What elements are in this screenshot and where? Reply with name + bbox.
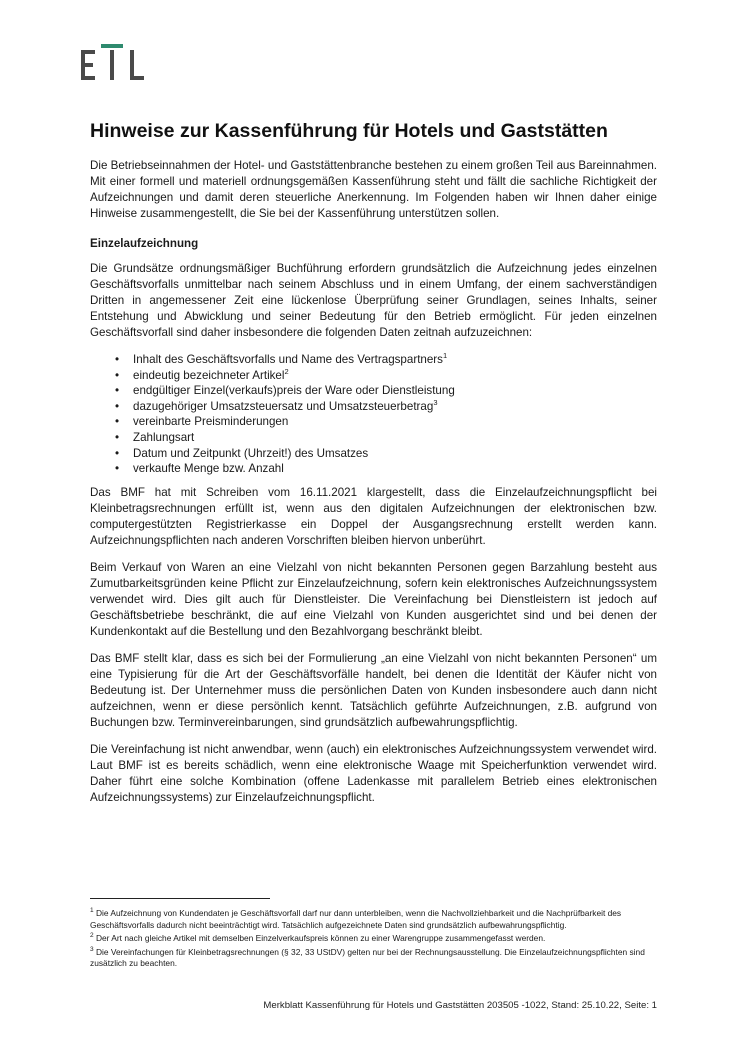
footnote <box>90 933 657 945</box>
bullet-text: Zahlungsart <box>133 430 195 444</box>
footnote-list <box>90 908 657 970</box>
paragraph-vereinfachung: Die Vereinfachung ist nicht anwendbar, wenn (auch) ein elektronisches Aufzeichnungssystem verwendet wird. Laut BMF ist es bereits schädlich, wenn eine elektronische Waage mit Speicherfunktion verwendet wird. Daher führt eine solche Kombination (offene Ladenkasse mit parallelem Betrieb eines elektronischen Aufzeichnungssystems) zur Einzelaufzeichnungspflicht. <box>90 742 657 804</box>
paragraph-bmf-kleinbetrag: Das BMF hat mit Schreiben vom 16.11.2021 klargestellt, dass die Einzelaufzeichnungspflicht bei Kleinbetragsrechnungen erfüllt ist, wenn aus den digitalen Aufzeichnungen der elektronischen bzw. computergestützten Registrierkasse ein Doppel der Ausgangsrechnung erstellt werden kann. Aufzeichnungspflichten nach anderen Vorschriften bleiben hiervon unberührt. <box>90 485 657 547</box>
bullet-item <box>90 414 657 430</box>
footnote-text: Die Vereinfachungen für Kleinbetragsrechnungen (§ 32, 33 UStDV) gelten nur bei der Rechnungsausstellung. Die Einzelaufzeichnungspflichten sind zusätzlich zu beachten. <box>90 946 645 969</box>
footnote <box>90 908 657 931</box>
bullet-text: endgültiger Einzel(verkaufs)preis der Ware oder Dienstleistung <box>133 384 455 398</box>
footnote-reference: 3 <box>433 397 438 407</box>
bullet-text: verkaufte Menge bzw. Anzahl <box>133 462 284 476</box>
paragraph-typisierung: Das BMF stellt klar, dass es sich bei der Formulierung „an eine Vielzahl von nicht bekannten Personen“ um eine Typisierung für die Art der Geschäftsvorfälle handelt, bei denen die Identität der Käufer nicht von Bedeutung ist. Der Unternehmer muss die persönlichen Daten von Kunden insbesondere auch dann nicht aufzeichnen, wenn er diese persönlich kennt. Tatsächlich geführte Aufzeichnungen, z.B. aufgrund von Buchungen bzw. Terminvereinbarungen, sind grundsätzlich aufbewahrungspflichtig. <box>90 651 657 729</box>
intro-paragraph: Die Betriebseinnahmen der Hotel- und Gaststättenbranche bestehen zu einem großen Teil aus Bareinnahmen. Mit einer formell und materiell ordnungsgemäßen Kassenführung steht und fällt die sachliche Richtigkeit der Aufzeichnungen und damit deren steuerliche Anerkennung. Im Folgenden haben wir Ihnen daher einige Hinweise zusammengestellt, die Sie bei der Kassenführung unterstützen sollen. <box>90 159 657 220</box>
bullet-item <box>90 446 657 462</box>
bullet-item <box>90 461 657 477</box>
footnote-reference: 2 <box>284 366 289 376</box>
document-body <box>90 118 657 817</box>
data-bullet-list <box>90 352 657 477</box>
footnote-text: Die Aufzeichnung von Kundendaten je Geschäftsvorfall darf nur dann unterbleiben, wenn die Nachvollziehbarkeit und die Nachprüfbarkeit des Geschäftsvorfalls dadurch nicht beeinträchtigt wird. Tatsächlich aufgezeichnete Daten sind grundsätzlich aufbewahrungspflichtig. <box>90 908 622 930</box>
bullet-text: Datum und Zeitpunkt (Uhrzeit!) des Umsatzes <box>133 446 369 460</box>
footnote-number: 1 <box>90 907 94 915</box>
footnote-reference: 1 <box>442 351 448 361</box>
footnote-divider <box>90 898 270 899</box>
bullet-item <box>90 399 657 415</box>
bullet-text: dazugehöriger Umsatzsteuersatz und Umsatzsteuerbetrag <box>133 399 434 413</box>
document-title: Hinweise zur Kassenführung für Hotels und Gaststätten <box>90 120 608 142</box>
page-footer: Merkblatt Kassenführung für Hotels und Gaststätten 203505 -1022, Stand: 25.10.22, Seite: 1 <box>263 1000 657 1011</box>
section-intro-paragraph: Die Grundsätze ordnungsmäßiger Buchführung erfordern grundsätzlich die Aufzeichnung jedes einzelnen Geschäftsvorfalls unmittelbar nach seinem Abschluss und in einem Umfang, der einem sachverständigen Dritten in angemessener Zeit eine lückenlose Überprüfung seiner Grundlagen, seines Inhalts, seiner Entstehung und Abwicklung und seiner Bedeutung für den Betrieb ermöglicht. Für jeden einzelnen Geschäftsvorfall sind daher insbesondere die folgenden Daten zeitnah aufzuzeichnen: <box>90 262 657 339</box>
footnotes <box>90 898 657 972</box>
etl-logo <box>81 44 147 80</box>
bullet-item <box>90 352 657 368</box>
bullet-item <box>90 368 657 384</box>
bullet-text: eindeutig bezeichneter Artikel <box>133 368 285 382</box>
bullet-text: vereinbarte Preisminderungen <box>133 415 289 429</box>
footnote-text: Der Art nach gleiche Artikel mit demselben Einzelverkaufspreis können zu einer Warengruppe zusammengefasst werden. <box>95 933 546 944</box>
section-heading: Einzelaufzeichnung <box>90 237 199 250</box>
footnote-number: 2 <box>90 932 94 940</box>
bullet-item <box>90 430 657 446</box>
footnote-number: 3 <box>90 945 94 953</box>
bullet-text: Inhalt des Geschäftsvorfalls und Name des Vertragspartners <box>133 353 443 366</box>
footnote <box>90 947 657 970</box>
paragraph-verkauf-waren: Beim Verkauf von Waren an eine Vielzahl von nicht bekannten Personen gegen Barzahlung besteht aus Zumutbarkeitsgründen keine Pflicht zur Einzelaufzeichnung, sofern kein elektronisches Aufzeichnungssystem verwendet wird. Dies gilt auch für Dienstleister. Die Vereinfachung bei Dienstleistern ist jedoch auf Geschäftsbetriebe beschränkt, die auf eine Vielzahl von Kunden ausgerichtet sind und bei denen der Kundenkontakt auf die Bestellung und den Bezahlvorgang beschränkt bleibt. <box>90 560 657 638</box>
bullet-item <box>90 383 657 399</box>
